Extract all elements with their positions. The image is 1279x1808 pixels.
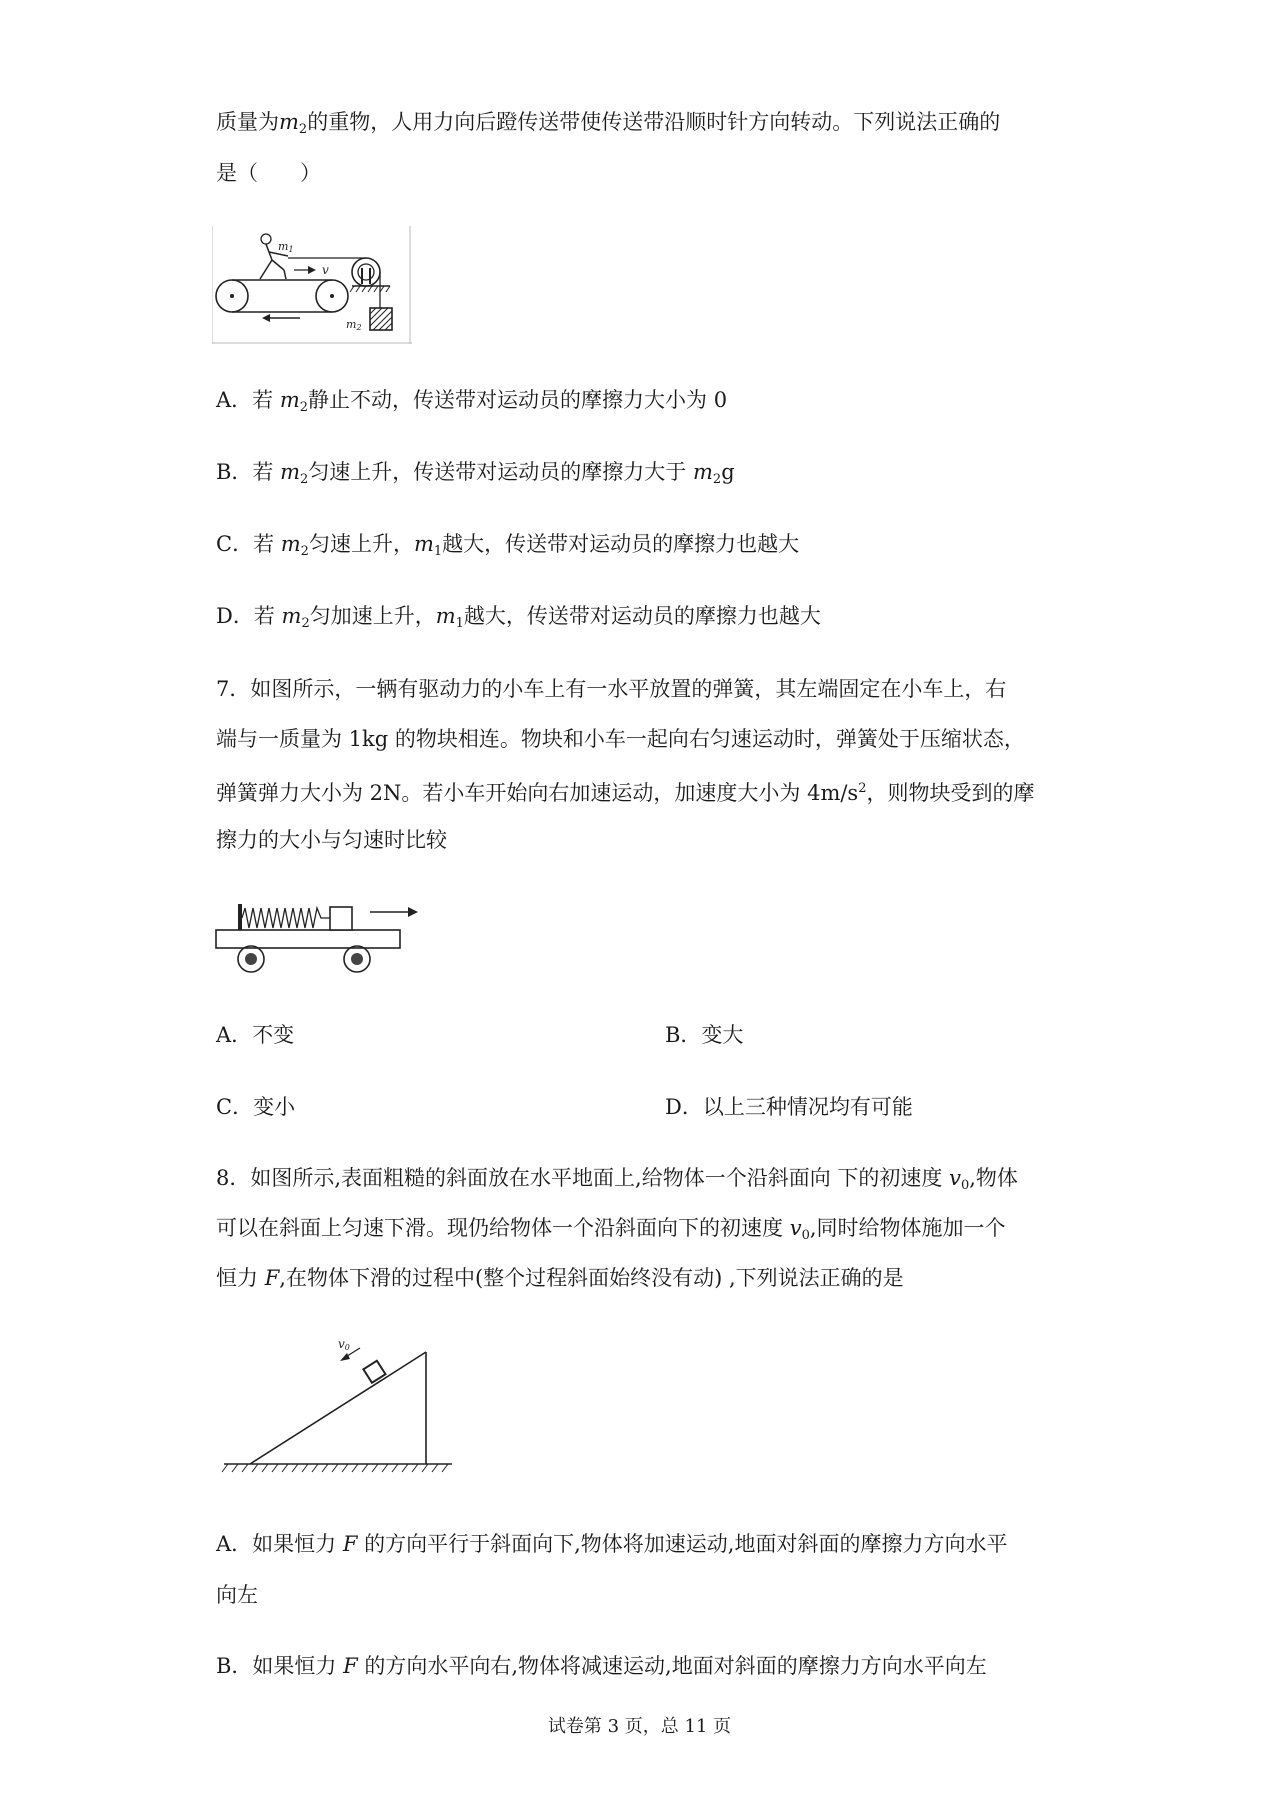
q7-option-c: C．变小 xyxy=(216,1095,296,1119)
page-footer: 试卷第 3 页，总 11 页 xyxy=(547,1716,732,1737)
q8-option-a-line1: A．如果恒力 F 的方向平行于斜面向下,物体将加速运动,地面对斜面的摩擦力方向水平 xyxy=(216,1532,1008,1556)
q7-stem-line3: 弹簧弹力大小为 2N。若小车开始向右加速运动，加速度大小为 $4m/s^2$，则物块受到的摩 xyxy=(216,781,1035,805)
q6-option-c: C．若 $m_2$匀速上升，$m_1$越大，传送带对运动员的摩擦力也越大 xyxy=(216,532,800,559)
q7-stem-line2: 端与一质量为 1kg 的物块相连。物块和小车一起向右匀速运动时，弹簧处于压缩状态， xyxy=(216,727,1025,751)
q8-option-b: B．如果恒力 F 的方向水平向右,物体将减速运动,地面对斜面的摩擦力方向水平向左 xyxy=(216,1654,987,1678)
q6-option-a: A．若 $m_2$静止不动，传送带对运动员的摩擦力大小为 0 xyxy=(216,388,728,415)
q6-stem-line1: 质量为$m_2$的重物，人用力向后蹬传送带使传送带沿顺时针方向转动。下列说法正确的 xyxy=(216,110,1001,137)
q6-option-d: D．若 $m_2$匀加速上升，$m_1$越大，传送带对运动员的摩擦力也越大 xyxy=(216,604,821,631)
q7-option-d: D．以上三种情况均有可能 xyxy=(665,1095,913,1119)
q7-cart-figure xyxy=(214,898,424,976)
q6-fig-v-label: v xyxy=(322,263,329,277)
q6-fig-m2-label: m2 xyxy=(346,318,362,332)
q8-option-a-line2: 向左 xyxy=(216,1583,258,1607)
q8-incline-figure xyxy=(210,1332,460,1482)
q7-option-b: B．变大 xyxy=(665,1023,744,1047)
q8-stem-line1: 8．如图所示,表面粗糙的斜面放在水平地面上,给物体一个沿斜面向 下的初速度 $v_0$,物体 xyxy=(216,1166,1018,1193)
q6-stem-line2: 是（ ） xyxy=(216,161,321,185)
q6-fig-m1-label: m1 xyxy=(278,240,294,254)
q8-stem-line3: 恒力 F,在物体下滑的过程中(整个过程斜面始终没有动) ,下列说法正确的是 xyxy=(216,1266,904,1290)
q8-stem-line2: 可以在斜面上匀速下滑。现仍给物体一个沿斜面向下的初速度 $v_0$,同时给物体施加一个 xyxy=(216,1216,1006,1243)
q7-stem-line4: 擦力的大小与匀速时比较 xyxy=(216,828,447,852)
q7-stem-line1: 7．如图所示，一辆有驱动力的小车上有一水平放置的弹簧，其左端固定在小车上，右 xyxy=(216,677,1007,701)
q6-conveyor-figure xyxy=(212,226,412,344)
q8-fig-v0-label: v0 xyxy=(338,1337,350,1352)
q7-option-a: A．不变 xyxy=(216,1023,295,1047)
q6-option-b: B．若 $m_2$匀速上升，传送带对运动员的摩擦力大于 $m_2g$ xyxy=(216,460,735,487)
